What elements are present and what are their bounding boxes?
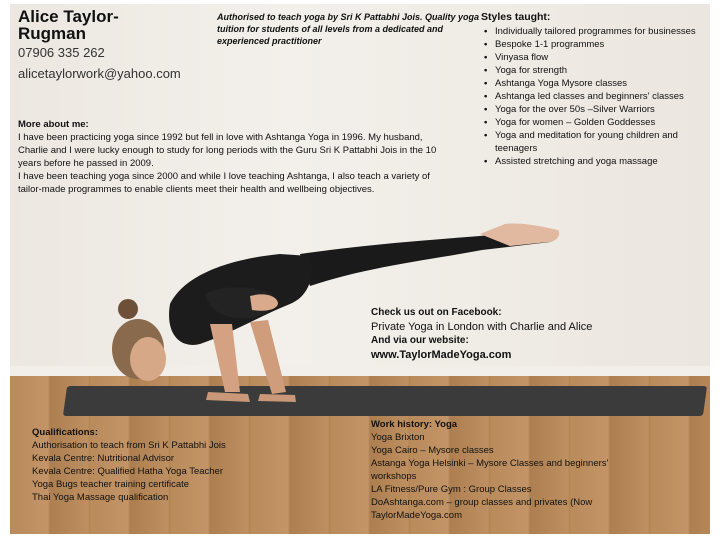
right-hand — [258, 394, 296, 402]
list-item: LA Fitness/Pure Gym : Group Classes — [371, 484, 532, 495]
about-paragraph-2: I have been teaching yoga since 2000 and while I love teaching Ashtanga, I also teach a variety of tailor-made programmes to enable clients meet their health and wellbeing objectives. — [18, 171, 430, 195]
list-item: • Yoga and meditation for young children and teenagers — [495, 129, 706, 155]
list-item: • Bespoke 1-1 programmes — [495, 38, 706, 51]
left-arm — [210, 324, 240, 392]
list-item: • Ashtanga Yoga Mysore classes — [495, 77, 706, 90]
styles-heading: Styles taught: — [481, 11, 551, 23]
list-item: • Vinyasa flow — [495, 51, 706, 64]
list-item: • Yoga for the over 50s –Silver Warriors — [495, 103, 706, 116]
work-history-section — [371, 418, 641, 522]
hair-bun — [118, 299, 138, 319]
list-item: Yoga Brixton — [371, 432, 425, 443]
flyer-slide — [10, 4, 710, 534]
list-item: DoAshtanga.com – group classes and privates (Now TaylorMadeYoga.com — [371, 497, 593, 521]
about-heading: More about me: — [18, 119, 89, 130]
list-item: • Yoga for women – Golden Goddesses — [495, 116, 706, 129]
list-item: • Yoga for strength — [495, 64, 706, 77]
qualifications-section — [32, 426, 292, 504]
facebook-label: Check us out on Facebook: — [371, 307, 502, 318]
phone-number: 07906 335 262 — [18, 45, 105, 60]
styles-section — [481, 11, 706, 168]
website-label: And via our website: — [371, 335, 469, 346]
list-item: • Assisted stretching and yoga massage — [495, 155, 706, 168]
styles-list — [481, 25, 706, 168]
list-item: Kevala Centre: Nutritional Advisor — [32, 453, 175, 464]
authorisation-statement: Authorised to teach yoga by Sri K Pattabhi Jois. Quality yoga tuition for students of all levels from a dedicated and experienced practitioner — [217, 12, 480, 46]
work-heading: Work history: Yoga — [371, 419, 458, 430]
facebook-page-link[interactable]: Private Yoga in London with Charlie and Alice — [371, 321, 593, 333]
list-item: Authorisation to teach from Sri K Pattabhi Jois — [32, 440, 226, 451]
list-item: • Individually tailored programmes for businesses — [495, 25, 706, 38]
list-item: Kevala Centre: Qualified Hatha Yoga Teacher — [32, 466, 224, 477]
qualifications-heading: Qualifications: — [32, 427, 98, 438]
list-item: Yoga Bugs teacher training certificate — [32, 479, 190, 490]
website-link[interactable]: www.TaylorMadeYoga.com — [371, 349, 512, 361]
person-name: Alice Taylor-Rugman — [18, 7, 119, 43]
list-item: Astanga Yoga Helsinki – Mysore Classes and beginners' workshops — [371, 458, 609, 482]
left-hand — [206, 392, 250, 402]
list-item: • Ashtanga led classes and beginners' classes — [495, 90, 706, 103]
list-item: Thai Yoga Massage qualification — [32, 492, 169, 503]
email-address: alicetaylorwork@yahoo.com — [18, 66, 181, 81]
right-arm — [250, 320, 286, 394]
face — [130, 337, 166, 381]
about-section — [18, 118, 450, 196]
about-paragraph-1: I have been practicing yoga since 1992 but fell in love with Ashtanga Yoga in 1996. My husband, Charlie and I were lucky enough to study for long periods with the Guru Sri K Pattabhi Jois in the 10 years before he passed in 2009. — [18, 132, 437, 169]
facebook-section — [371, 306, 671, 362]
list-item: Yoga Cairo – Mysore classes — [371, 445, 494, 456]
